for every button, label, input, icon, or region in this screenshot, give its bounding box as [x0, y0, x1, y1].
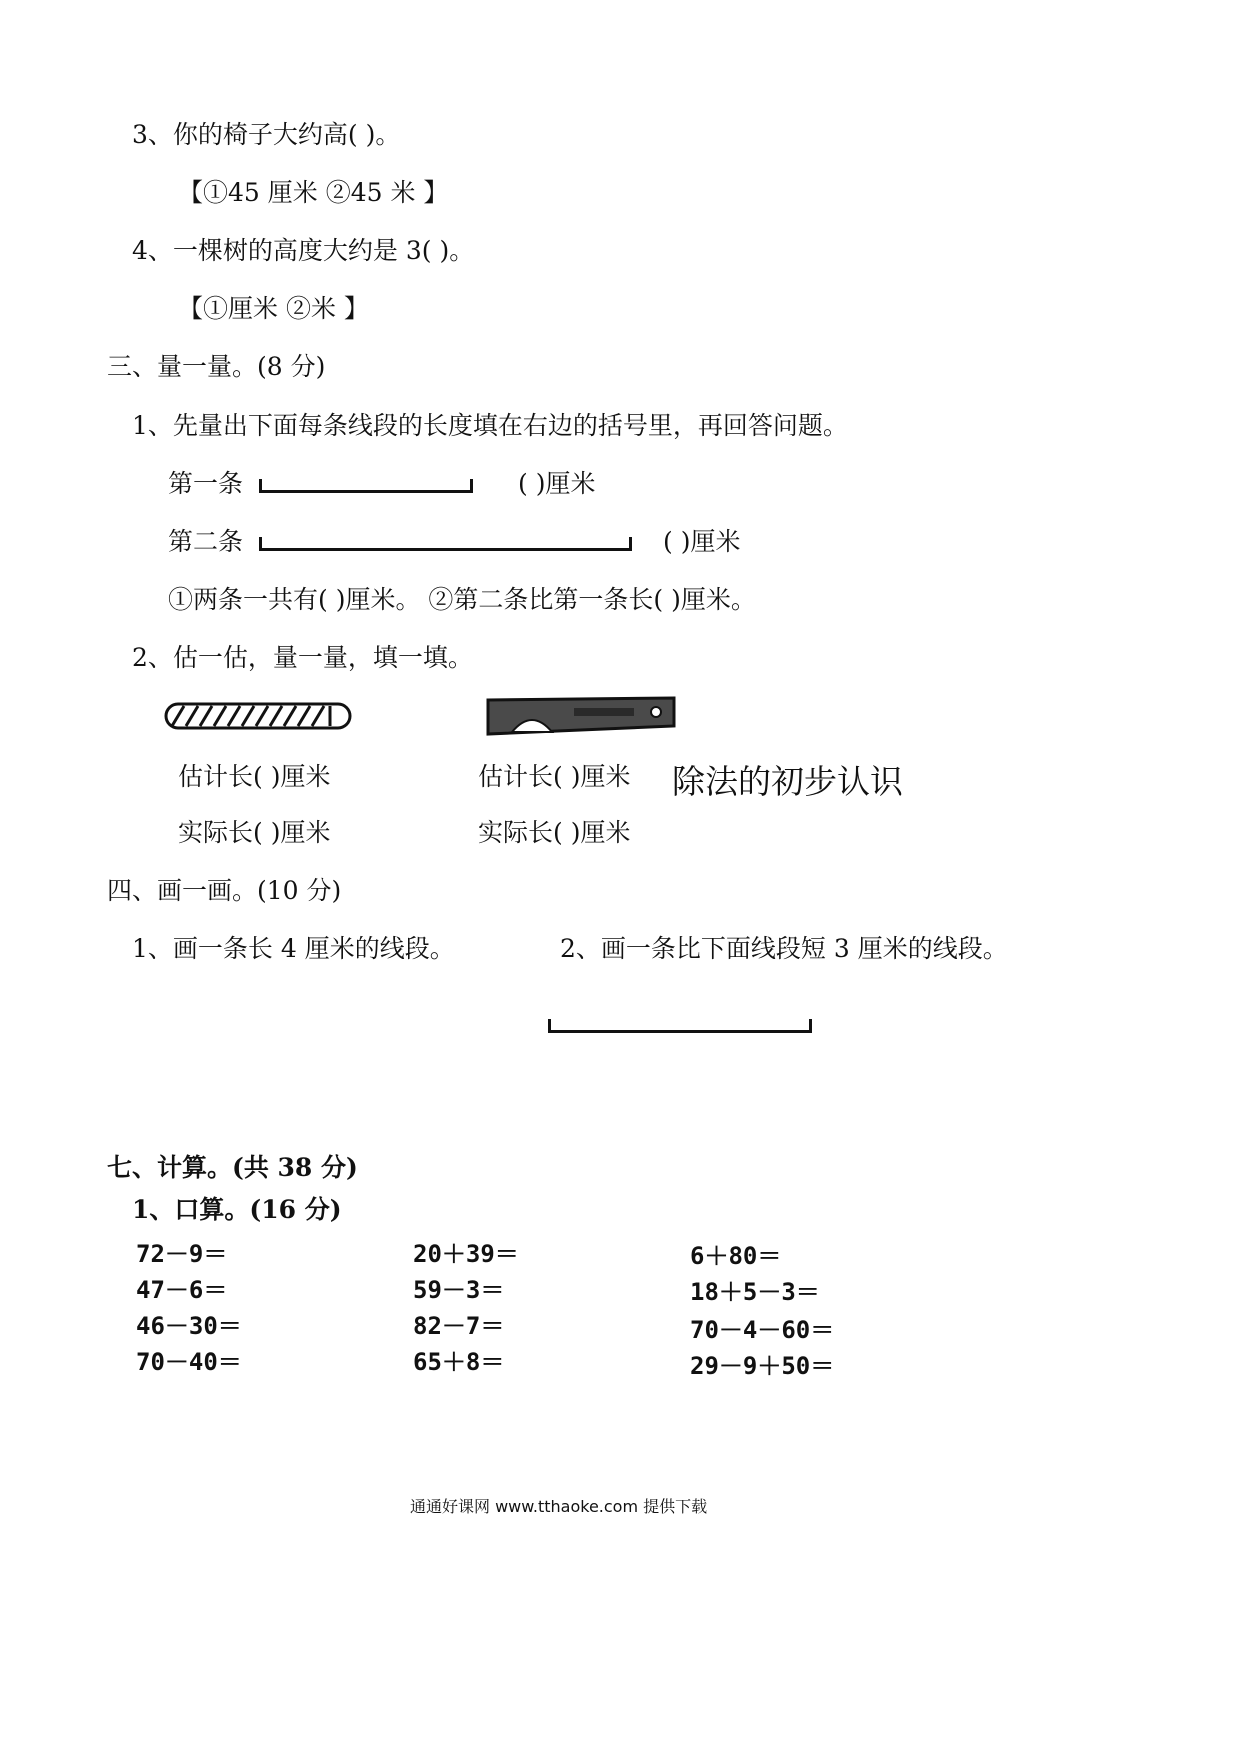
question-3: 3、你的椅子大约高( )。: [132, 120, 401, 149]
section-4-question-1: 1、画一条长 4 厘米的线段。: [132, 934, 455, 963]
sub-questions: ①两条一共有( )厘米。 ②第二条比第一条长( )厘米。: [168, 585, 756, 614]
line-2-answer: ( )厘米: [663, 527, 741, 556]
calc-item: 70－4－60＝: [690, 1316, 835, 1344]
calc-item: 59－3＝: [413, 1276, 505, 1304]
calc-item: 70－40＝: [136, 1348, 242, 1376]
line-1-label: 第一条: [168, 469, 244, 498]
overlay-title: 除法的初步认识: [672, 762, 903, 801]
estimate-2: 估计长( )厘米: [478, 762, 631, 791]
question-3-options: 【①45 厘米 ②45 米 】: [178, 178, 449, 207]
estimate-1: 估计长( )厘米: [178, 762, 331, 791]
question-4: 4、一棵树的高度大约是 3( )。: [132, 236, 475, 265]
section-7-title: 七、计算。(共 38 分): [107, 1153, 358, 1182]
section-4-title: 四、画一画。(10 分): [107, 876, 342, 905]
section-3-question-2: 2、估一估，量一量，填一填。: [132, 643, 473, 672]
actual-2: 实际长( )厘米: [478, 818, 631, 847]
calc-item: 65＋8＝: [413, 1348, 505, 1376]
calc-item: 46－30＝: [136, 1312, 242, 1340]
section-3-question-1: 1、先量出下面每条线段的长度填在右边的括号里，再回答问题。: [132, 411, 848, 440]
calc-item: 47－6＝: [136, 1276, 228, 1304]
actual-1: 实际长( )厘米: [178, 818, 331, 847]
question-4-options: 【①厘米 ②米 】: [178, 294, 369, 323]
section-7-subtitle: 1、口算。(16 分): [132, 1195, 342, 1224]
ruler-image: [484, 694, 680, 738]
reference-segment: [548, 1016, 812, 1033]
calc-item: 72－9＝: [136, 1240, 228, 1268]
section-4-question-2: 2、画一条比下面线段短 3 厘米的线段。: [560, 934, 1008, 963]
calc-item: 6＋80＝: [690, 1242, 782, 1270]
calc-item: 29－9＋50＝: [690, 1352, 835, 1380]
line-2-label: 第二条: [168, 527, 244, 556]
calc-item: 18＋5－3＝: [690, 1278, 820, 1306]
segment-line-1: [259, 476, 473, 493]
footer-credit: 通通好课网 www.tthaoke.com 提供下载: [410, 1497, 708, 1516]
calc-item: 82－7＝: [413, 1312, 505, 1340]
line-1-answer: ( )厘米: [518, 469, 596, 498]
segment-line-2: [259, 534, 632, 551]
section-3-title: 三、量一量。(8 分): [107, 352, 326, 381]
pencil-image: [162, 700, 356, 734]
calc-item: 20＋39＝: [413, 1240, 519, 1268]
